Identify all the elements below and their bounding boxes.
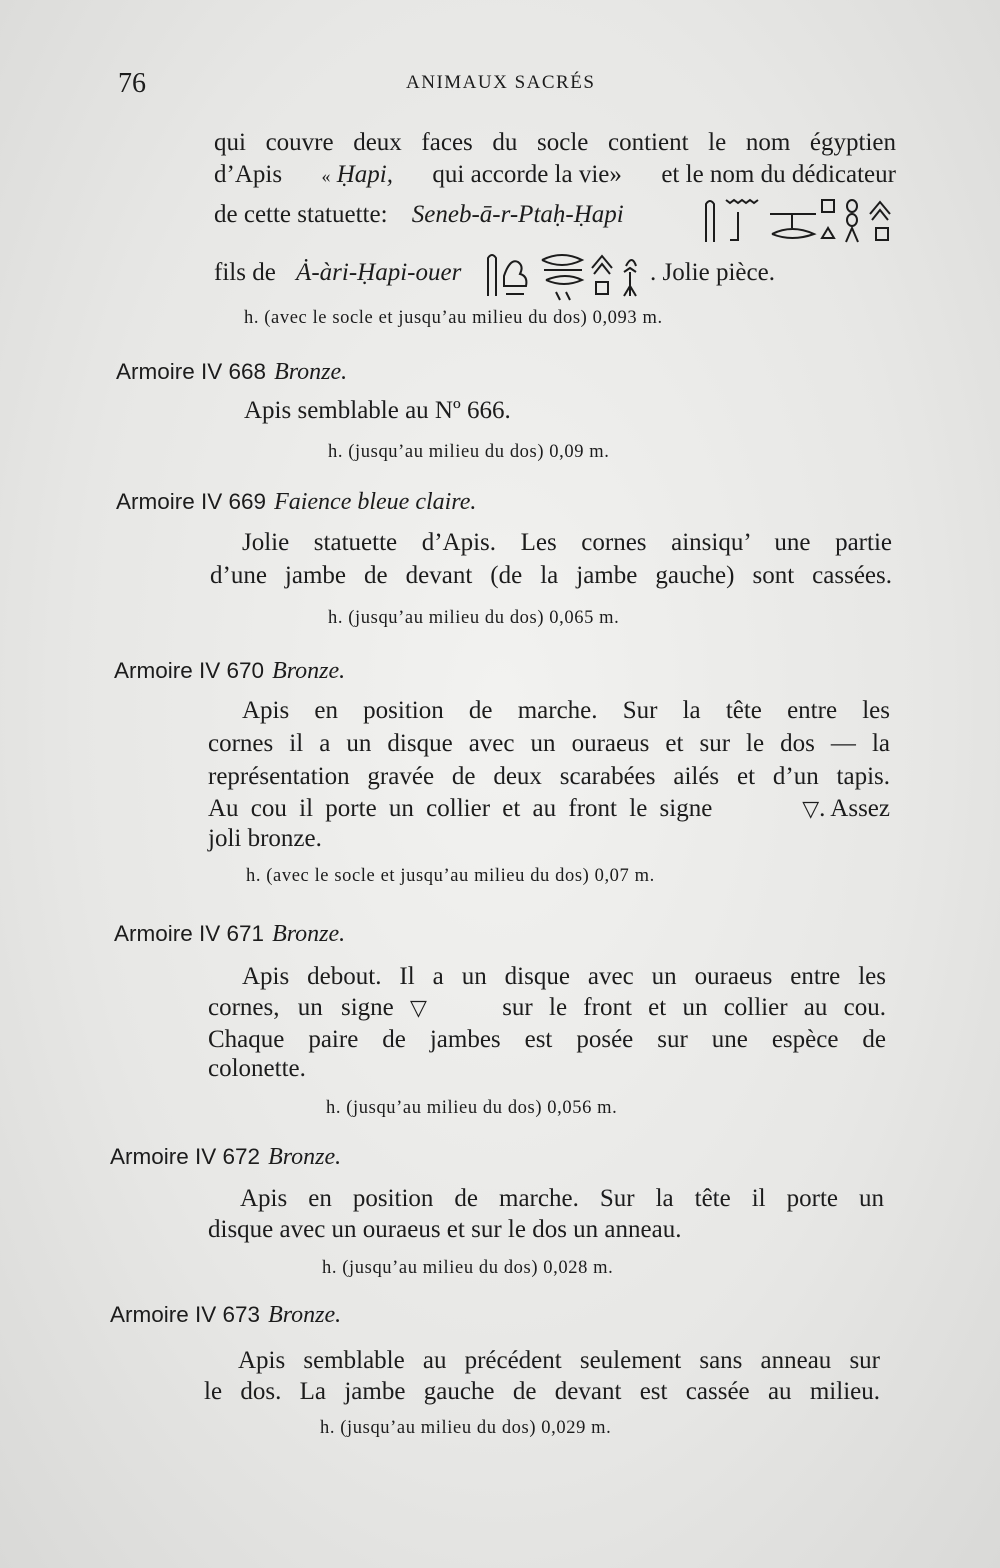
page-header [0,68,1000,108]
entry-671-material: Bronze. [272,921,346,947]
entry-670-text-4: Au cou il porte un collier et au front le signe ▽. Assez [208,795,890,822]
entry-670-material: Bronze. [272,658,346,684]
entry-670-text-3: représentation gravée de deux scarabées ailés et d’un tapis. [208,763,890,790]
entry-668-text-1: Apis semblable au Nº 666. [244,397,511,424]
triangle-sign-icon: ▽ [802,797,820,822]
entry-672-text-2: disque avec un ouraeus et sur le dos un anneau. [208,1216,682,1243]
entry-672-heading [110,1142,341,1172]
running-title: ANIMAUX SACRÉS [406,72,596,93]
entry-669-measure: h. (jusqu’au milieu du dos) 0,065 m. [328,608,620,628]
entry-668-heading [116,357,347,387]
intro-jolie: . Jolie pièce. [650,259,775,286]
entry-669-text-1: Jolie statuette d’Apis. Les cornes ainsiqu’ une partie [242,529,892,556]
entry-670-text-5: joli bronze. [208,825,322,852]
hieroglyph-group-1-icon [700,194,898,246]
entry-668-measure: h. (jusqu’au milieu du dos) 0,09 m. [328,442,610,462]
entry-673-heading [110,1300,341,1330]
entry-673-measure: h. (jusqu’au milieu du dos) 0,029 m. [320,1418,612,1438]
entry-673-text-1: Apis semblable au précédent seulement sans anneau sur [238,1347,880,1374]
father-name: Ȧ-àri-Ḥapi-ouer [296,259,462,286]
intro-apis: d’Apis [214,161,283,188]
entry-670-measure: h. (avec le socle et jusqu’au milieu du dos) 0,07 m. [246,866,655,886]
entry-670-text-2: cornes il a un disque avec un ouraeus et sur le dos — la [208,730,890,757]
entry-671-text-1: Apis debout. Il a un disque avec un ouraeus entre les [242,963,886,990]
hieroglyph-group-2-icon [484,246,654,302]
intro-line-4: fils de Ȧ-àri-Ḥapi-ouer [214,259,462,286]
entry-669-material: Faience bleue claire. [274,489,477,515]
entry-673-label: Armoire IV 673 [110,1302,261,1327]
entry-669-label: Armoire IV 669 [116,489,267,514]
entry-672-material: Bronze. [268,1144,342,1170]
entry-671-text-3: Chaque paire de jambes est posée sur une espèce de [208,1026,886,1053]
intro-quote: « Ḥapi, [321,161,393,188]
entry-672-measure: h. (jusqu’au milieu du dos) 0,028 m. [322,1258,614,1278]
intro-line-2 [214,160,896,191]
entry-669-text-2: d’une jambe de devant (de la jambe gauche) sont cassées. [210,562,892,589]
intro-line-3: de cette statuette: Seneb-ā-r-Ptaḥ-Ḥapi [214,201,624,228]
entry-673-material: Bronze. [268,1302,342,1328]
entry-671-label: Armoire IV 671 [114,921,265,946]
entry-668-material: Bronze. [274,359,348,385]
entry-672-text-1: Apis en position de marche. Sur la tête il porte un [240,1185,884,1212]
entry-671-text-2: cornes, un signe ▽ sur le front et un collier au cou. [208,994,886,1021]
entry-673-text-2: le dos. La jambe gauche de devant est cassée au milieu. [204,1378,880,1405]
triangle-sign-icon: ▽ [410,996,427,1021]
entry-670-heading [114,656,345,686]
entry-672-label: Armoire IV 672 [110,1144,261,1169]
entry-671-text-4: colonette. [208,1055,306,1082]
dedicator-name: Seneb-ā-r-Ptaḥ-Ḥapi [411,201,624,228]
page-number: 76 [118,68,146,99]
entry-669-heading [116,487,476,517]
entry-670-label: Armoire IV 670 [114,658,265,683]
name-hapi: Ḥapi, [336,161,393,188]
intro-vie: qui accorde la vie» [432,161,622,188]
entry-671-measure: h. (jusqu’au milieu du dos) 0,056 m. [326,1098,618,1118]
entry-670-text-1: Apis en position de marche. Sur la tête entre les [242,697,890,724]
intro-line-1: qui couvre deux faces du socle contient le nom égyptien [214,129,896,156]
entry-671-heading [114,919,345,949]
entry-668-label: Armoire IV 668 [116,359,267,384]
intro-measure: h. (avec le socle et jusqu’au milieu du dos) 0,093 m. [244,308,663,328]
intro-dedicateur: et le nom du dédicateur [661,161,896,188]
